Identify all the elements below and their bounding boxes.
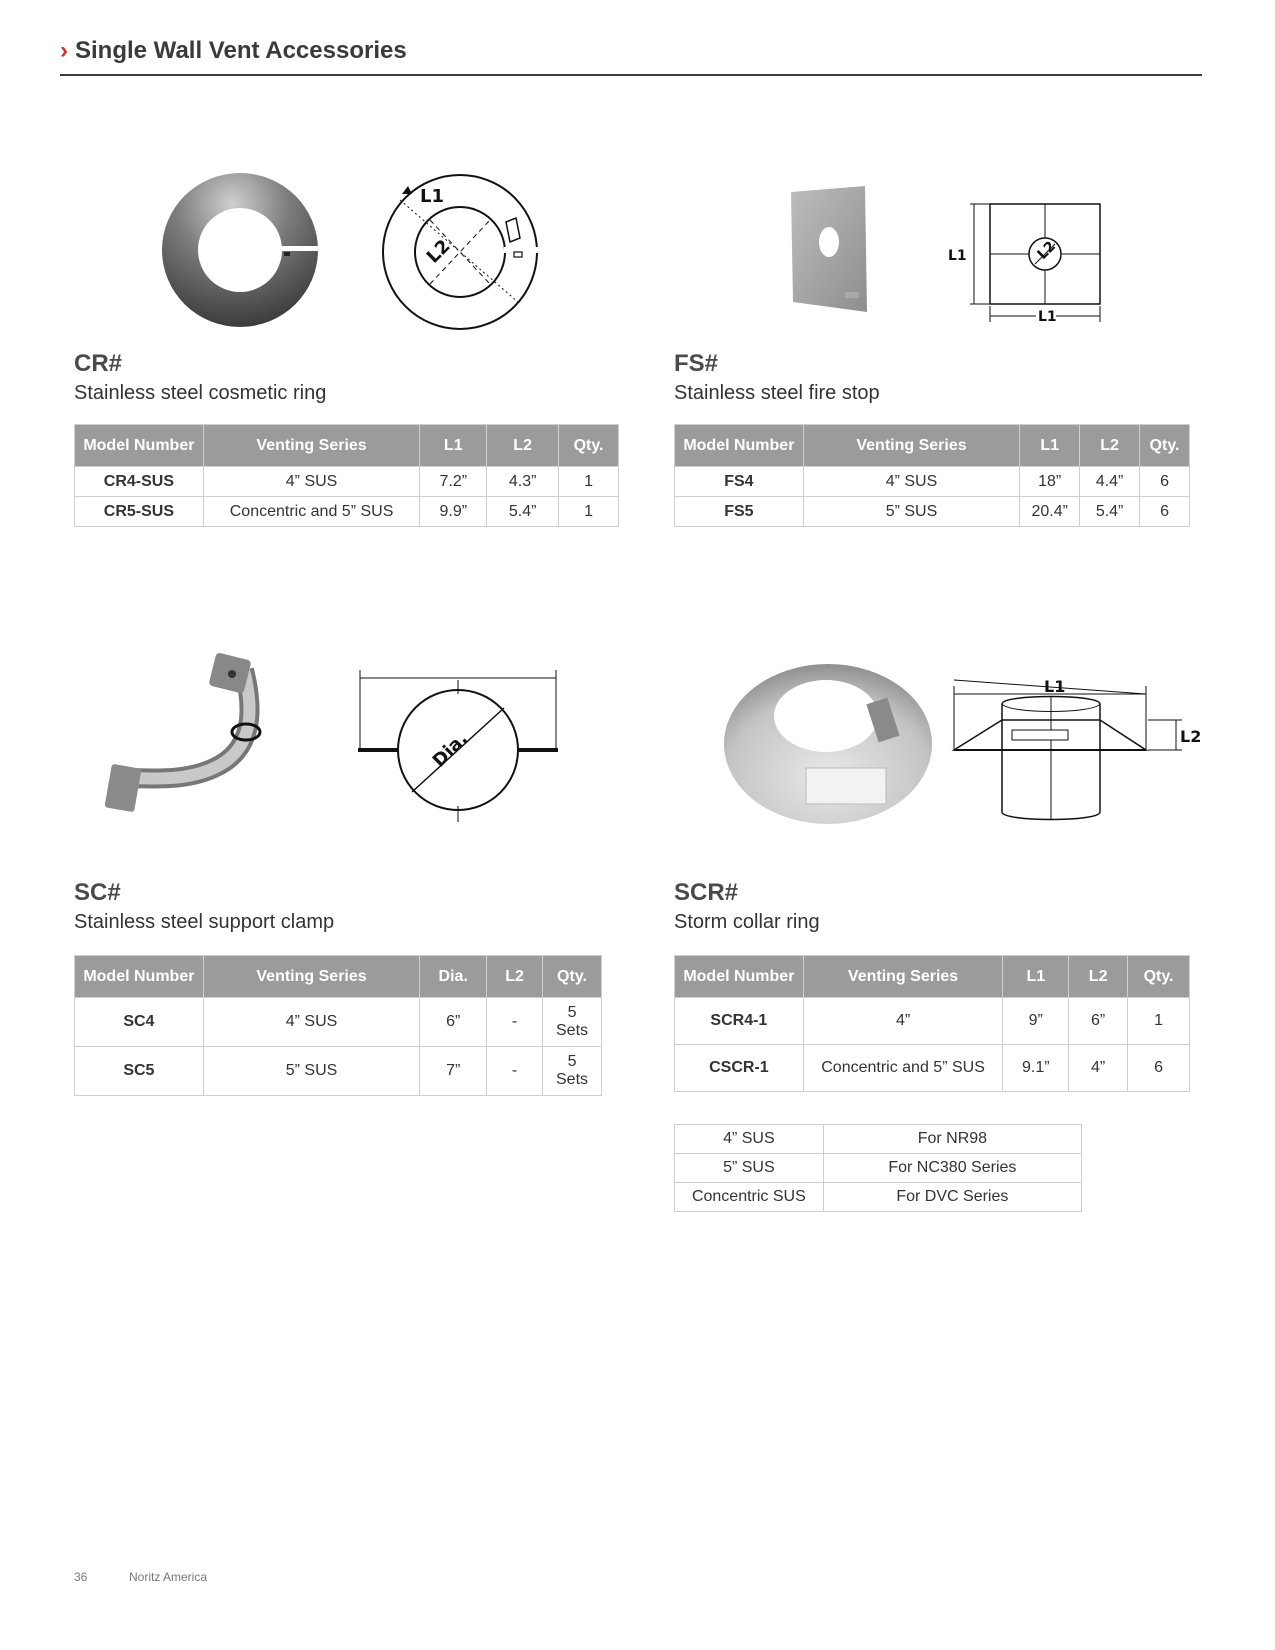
qty-cell: 6	[1140, 467, 1190, 497]
column-header: Model Number	[675, 956, 804, 998]
column-header: Qty.	[1140, 425, 1190, 467]
venting-series-cell: 4”	[803, 998, 1003, 1045]
cr-section-description: Stainless steel cosmetic ring	[74, 382, 327, 404]
table-row	[75, 998, 602, 1047]
support-clamp-photo	[104, 650, 284, 820]
cosmetic-ring-diagram	[378, 172, 558, 332]
cr-l1-label: L1	[420, 186, 444, 207]
qty-unit: Sets	[556, 1071, 589, 1088]
qty-cell: 1	[559, 497, 619, 527]
qty-unit: Sets	[556, 1022, 589, 1039]
qty-number: 5	[567, 1004, 577, 1021]
model-number-cell: SC4	[75, 998, 204, 1047]
venting-series-legend	[674, 1124, 1082, 1212]
column-header: L1	[1003, 956, 1069, 998]
page-header	[60, 34, 1202, 76]
column-header: L2	[1069, 956, 1128, 998]
venting-series-cell: 4” SUS	[803, 467, 1019, 497]
footer-brand: Noritz America	[129, 1570, 208, 1584]
venting-series-cell: Concentric and 5” SUS	[803, 1045, 1003, 1092]
legend-row	[675, 1154, 1082, 1183]
l1-cell: 9.9”	[420, 497, 487, 527]
model-number-cell: CR4-SUS	[75, 467, 204, 497]
storm-collar-diagram	[950, 677, 1202, 830]
legend-series-cell: Concentric SUS	[675, 1183, 824, 1212]
table-row	[675, 467, 1190, 497]
table-row	[675, 998, 1190, 1045]
page-number: 36	[74, 1570, 88, 1584]
support-clamp-diagram	[352, 670, 567, 830]
scr-l1-label: L1	[1044, 677, 1066, 696]
cr-l2-label: L2	[422, 235, 455, 268]
table-row	[75, 1047, 602, 1096]
table-header-row	[75, 956, 602, 998]
column-header: Venting Series	[803, 425, 1019, 467]
table-row	[75, 467, 619, 497]
cr-spec-table	[74, 424, 619, 527]
scr-spec-table	[674, 955, 1190, 1092]
l2-cell: -	[487, 998, 543, 1047]
column-header: Qty.	[1128, 956, 1190, 998]
dia-cell: 7”	[420, 1047, 487, 1096]
sc-section-code: SC#	[74, 879, 121, 906]
column-header: L2	[487, 956, 543, 998]
table-header-row	[75, 425, 619, 467]
model-number-cell: FS4	[675, 467, 804, 497]
column-header: L1	[1020, 425, 1080, 467]
legend-model-cell: For DVC Series	[823, 1183, 1081, 1212]
venting-series-cell: 4” SUS	[203, 998, 420, 1047]
column-header: Venting Series	[203, 425, 420, 467]
chevron-right-icon: ›	[60, 37, 68, 64]
l2-cell: -	[487, 1047, 543, 1096]
l2-cell: 5.4”	[487, 497, 559, 527]
l1-cell: 7.2”	[420, 467, 487, 497]
l2-cell: 4.4”	[1080, 467, 1140, 497]
legend-row	[675, 1183, 1082, 1212]
model-number-cell: CSCR-1	[675, 1045, 804, 1092]
fire-stop-diagram	[940, 200, 1120, 330]
legend-model-cell: For NC380 Series	[823, 1154, 1081, 1183]
legend-model-cell: For NR98	[823, 1125, 1081, 1154]
column-header: Venting Series	[803, 956, 1003, 998]
l2-cell: 6”	[1069, 998, 1128, 1045]
l2-cell: 4.3”	[487, 467, 559, 497]
l1-cell: 20.4”	[1020, 497, 1080, 527]
column-header: L2	[1080, 425, 1140, 467]
model-number-cell: CR5-SUS	[75, 497, 204, 527]
fs-section-code: FS#	[674, 350, 719, 377]
legend-row	[675, 1125, 1082, 1154]
l2-cell: 4”	[1069, 1045, 1128, 1092]
page-title: Single Wall Vent Accessories	[75, 37, 407, 64]
column-header: Qty.	[543, 956, 602, 998]
dia-cell: 6”	[420, 998, 487, 1047]
l1-cell: 18”	[1020, 467, 1080, 497]
venting-series-cell: 4” SUS	[203, 467, 420, 497]
model-number-cell: SC5	[75, 1047, 204, 1096]
table-row	[675, 1045, 1190, 1092]
scr-section-code: SCR#	[674, 879, 739, 906]
table-row	[75, 497, 619, 527]
qty-cell: 1	[1128, 998, 1190, 1045]
qty-cell: 6	[1128, 1045, 1190, 1092]
qty-cell	[543, 1047, 602, 1096]
column-header: L1	[420, 425, 487, 467]
storm-collar-photo	[722, 660, 942, 828]
cr-section-code: CR#	[74, 350, 123, 377]
qty-cell: 6	[1140, 497, 1190, 527]
qty-cell: 1	[559, 467, 619, 497]
fs-section-description: Stainless steel fire stop	[674, 382, 880, 404]
table-header-row	[675, 425, 1190, 467]
column-header: Venting Series	[203, 956, 420, 998]
venting-series-cell: 5” SUS	[803, 497, 1019, 527]
cosmetic-ring-photo	[160, 168, 335, 333]
l1-cell: 9.1”	[1003, 1045, 1069, 1092]
legend-series-cell: 5” SUS	[675, 1154, 824, 1183]
column-header: Model Number	[675, 425, 804, 467]
venting-series-cell: Concentric and 5” SUS	[203, 497, 420, 527]
table-header-row	[675, 956, 1190, 998]
column-header: Qty.	[559, 425, 619, 467]
fs-l1-left-label: L1	[948, 248, 967, 264]
column-header: Dia.	[420, 956, 487, 998]
sc-dia-label: Dia.	[428, 728, 472, 772]
fire-stop-photo	[785, 184, 881, 322]
venting-series-cell: 5” SUS	[203, 1047, 420, 1096]
column-header: L2	[487, 425, 559, 467]
sc-section-description: Stainless steel support clamp	[74, 911, 335, 933]
l2-cell: 5.4”	[1080, 497, 1140, 527]
legend-series-cell: 4” SUS	[675, 1125, 824, 1154]
qty-number: 5	[567, 1053, 577, 1070]
fs-spec-table	[674, 424, 1190, 527]
qty-cell	[543, 998, 602, 1047]
model-number-cell: FS5	[675, 497, 804, 527]
scr-l2-label: L2	[1180, 727, 1202, 746]
model-number-cell: SCR4-1	[675, 998, 804, 1045]
fs-l1-bottom-label: L1	[1038, 309, 1057, 325]
sc-spec-table	[74, 955, 602, 1096]
column-header: Model Number	[75, 425, 204, 467]
fs-l2-label: L2	[1034, 238, 1060, 263]
table-row	[675, 497, 1190, 527]
column-header: Model Number	[75, 956, 204, 998]
scr-section-description: Storm collar ring	[674, 911, 820, 933]
l1-cell: 9”	[1003, 998, 1069, 1045]
